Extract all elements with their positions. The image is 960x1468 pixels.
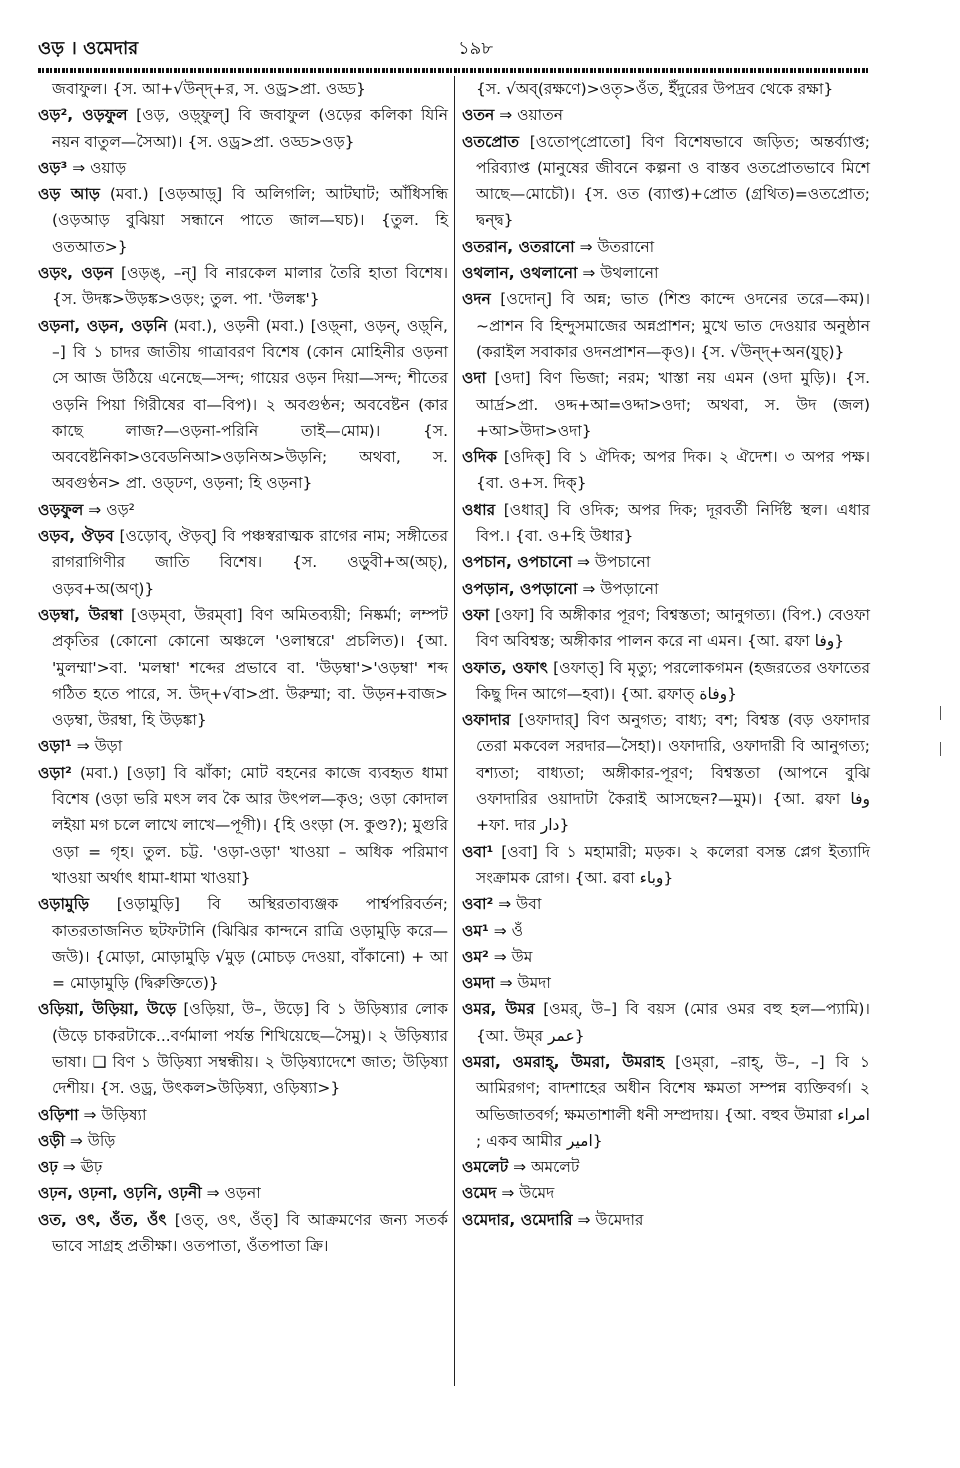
headword: ওড় আড় xyxy=(38,185,100,204)
dictionary-entry xyxy=(462,839,870,892)
dictionary-entry xyxy=(38,1180,448,1206)
dictionary-entry xyxy=(462,1180,870,1206)
dictionary-entry xyxy=(38,1128,448,1154)
headword: ওড়ী xyxy=(38,1131,65,1150)
headword: ওবা¹ xyxy=(462,842,494,861)
header-rule xyxy=(38,68,868,73)
definition: ⇒ উবা xyxy=(493,895,542,914)
headword: ওড়া² xyxy=(38,763,72,782)
definition: [ওদা] বিণ ভিজা; নরম; খাস্তা নয় এমন (ওদা মুড়ি)। {স. আর্দ্র>প্রা. ওদ্দ+আ=ওদ্দা>ওদা; অথবা, স. উদ (জল) +আ>উদা>ওদা} xyxy=(476,369,870,440)
headword: ওপড়ান, ওপড়ানো xyxy=(462,579,578,598)
dictionary-entry xyxy=(38,76,448,102)
definition: [ওড়, ওড়্‌ফুল্] বি জবাফুল (ওড়ের কলিকা যিনি নয়ন বাতুল—সৈআ)। {স. ওড্র>প্রা. ওড্ড>ওড়} xyxy=(52,106,448,151)
dictionary-entry xyxy=(462,549,870,575)
dictionary-entry xyxy=(38,1102,448,1128)
dictionary-entry xyxy=(462,1154,870,1180)
dictionary-entry xyxy=(38,996,448,1101)
dictionary-entry xyxy=(462,891,870,917)
definition: ⇒ ঊঢ় xyxy=(57,1158,103,1177)
definition: [ওমর্, উ–] বি বয়স (মোর ওমর বহু হল—প্যামি)। {আ. উম্‌র عمر} xyxy=(476,1000,870,1045)
definition: [ওফাত্] বি মৃত্যু; পরলোকগমন (হজরতের ওফাতের কিছু দিন আগে—হবা)। {আ. ৱফাত্ وفاة} xyxy=(476,658,870,703)
headword: ওম¹ xyxy=(462,921,489,940)
definition: [ওদিক্] বি ১ ঐদিক; অপর দিক। ২ ঐদেশ। ৩ অপর পক্ষ। {বা. ও+স. দিক্} xyxy=(476,448,870,493)
headword: ওম² xyxy=(462,947,489,966)
margin-mark xyxy=(940,742,941,756)
definition: ⇒ অমলেট xyxy=(508,1158,580,1177)
headword: ওথলান, ওথলানো xyxy=(462,264,578,283)
dictionary-entry xyxy=(38,1154,448,1180)
headword: ওদন xyxy=(462,290,491,309)
headword: ওতপ্রোত xyxy=(462,132,519,151)
page-header xyxy=(38,34,868,60)
dictionary-entry xyxy=(38,760,448,891)
definition: ⇒ ওয়াড় xyxy=(67,158,127,177)
definition: ⇒ ওড়² xyxy=(83,500,135,519)
dictionary-entry xyxy=(462,1049,870,1154)
headword: ওতরান, ওতরানো xyxy=(462,237,575,256)
definition: [ওড়িয়া, উ–, উড়ে] বি ১ উড়িষ্যার লোক (উড়ে চাকরটাকে...বর্ণমালা পর্যন্ত শিখিয়েছে—সৈমু)। ২ উড়িষ্যার ভাষা। ❑ বিণ ১ উড়িষ্যা সম্বন্ধীয়। ২ উড়িষ্যাদেশে জাত; উড়িষ্যা দেশীয়। {স. ওড্র, উৎকল>উড়িষ্যা, ওড়িষ্যা>} xyxy=(52,1000,448,1098)
dictionary-entry xyxy=(38,1207,448,1260)
right-column xyxy=(462,76,870,1233)
dictionary-entry xyxy=(462,234,870,260)
dictionary-entry xyxy=(38,260,448,313)
headword: ওমেদার, ওমেদারি xyxy=(462,1210,573,1229)
headword: ওড়িয়া, উড়িয়া, উড়ে xyxy=(38,1000,177,1019)
definition: ⇒ উথলানো xyxy=(577,264,659,283)
guide-words: ওড় । ওমেদার xyxy=(38,38,139,59)
headword: ওবা² xyxy=(462,895,494,914)
headword: ওমেদ xyxy=(462,1184,497,1203)
headword: ওড়না, ওড়ন, ওড়নি xyxy=(38,316,168,335)
headword: ওফা xyxy=(462,605,490,624)
definition: [ওড়ম্‌বা, উরম্‌বা] বিণ অমিতব্যয়ী; নিষ্কর্মা; লম্পট প্রকৃতির (কোনো কোনো অঞ্চলে 'ওলাম্বরে' প্রচলিত)। {আ. 'মুলম্মা'>বা. 'মলম্বা' শব্দের প্রভাবে বা. 'উড়ম্বা'>'ওড়ম্বা' শব্দ গঠিত হতে পারে, স. উদ্+√বা>প্রা. উরুম্মা; বা. উড়ন+বাজ> ওড়ম্বা, উরম্বা, হি উড়ঙ্কা} xyxy=(52,605,448,730)
headword: ওমর, উমর xyxy=(462,1000,535,1019)
headword: ওধার xyxy=(462,500,496,519)
headword: ওফাত, ওফাৎ xyxy=(462,658,548,677)
headword: ওড়ম্বা, উরম্বা xyxy=(38,605,123,624)
dictionary-entry xyxy=(38,102,448,155)
headword: ওদা xyxy=(462,369,487,388)
headword: ওড়², ওড়ফুল xyxy=(38,106,128,125)
headword: ওত, ওৎ, ওঁত, ওঁৎ xyxy=(38,1210,167,1229)
dictionary-entry xyxy=(462,655,870,708)
definition: ⇒ উমেদ xyxy=(496,1184,555,1203)
dictionary-entry xyxy=(462,129,870,234)
definition: [ওড়োব্, ঔড়ব্] বি পঞ্চস্বরাত্মক রাগের নাম; সঙ্গীতের রাগরাগিণীর জাতি বিশেষ। {স. ওড়ুবী+অ(অচ্), ওড়ব+অ(অণ্)} xyxy=(52,527,448,598)
dictionary-entry xyxy=(462,102,870,128)
headword: ওড়ব, ঔড়ব xyxy=(38,527,114,546)
definition: ⇒ উমদা xyxy=(494,974,551,993)
definition: [ওত্, ওৎ, ওঁত্] বি আক্রমণের জন্য সতর্ক ভাবে সাগ্রহ প্রতীক্ষা। ওতপাতা, ওঁতপাতা ক্রি। xyxy=(52,1210,448,1256)
dictionary-entry xyxy=(462,970,870,996)
left-column xyxy=(38,76,448,1259)
definition: জবাফুল। {স. আ+√উন্দ্+র, স. ওড্র>প্রা. ওড্ড} xyxy=(52,80,366,98)
dictionary-entry xyxy=(462,1207,870,1233)
definition: ⇒ উড়া xyxy=(71,737,123,756)
definition: [ওফাদার্] বিণ অনুগত; বাধ্য; বশ; বিশ্বস্ত (বড় ওফাদার তেরা মকবেল সরদার—সৈহা)। ওফাদারি, ওফাদারী বি আনুগত্য; বশ্যতা; বাধ্যতা; অঙ্গীকার-পূরণ; বিশ্বস্ততা (আপনে বুঝি ওফাদারির ওয়াদাটা কৈরাই আসছেন?—মুম)। {আ. ৱফা وفا +ফা. দার دار} xyxy=(476,711,870,835)
headword: ওমলেট xyxy=(462,1158,509,1177)
headword: ওদিক xyxy=(462,448,497,467)
definition: [ওড়ামুড়ি] বি অস্থিরতাব্যঞ্জক পার্শ্বপরিবর্তন; কাতরতাজনিত ছটফটানি (ঝিঝির কান্দনে রাত্রি ওড়ামুড়ি করে—জউ)। {মোড়া, মোড়ামুড়ি √মুড় (মোচড় দেওয়া, বাঁকানো) + আ = মোড়ামুড়ি (দ্বিরুক্তিতে)} xyxy=(52,895,448,993)
headword: ওড়ফুল xyxy=(38,500,84,519)
definition: [ওদোন্] বি অন্ন; ভাত (শিশু কান্দে ওদনের তরে—কম)। ~প্রাশন বি হিন্দুসমাজের অন্নপ্রাশন; মুখে ভাত দেওয়ার অনুষ্ঠান (করাইল সবাকার ওদনপ্রাশন—কৃও)। {স. √উন্দ্+অন(যুচ্)} xyxy=(476,290,870,361)
dictionary-entry xyxy=(462,918,870,944)
definition: [ওতোপ্‌প্রোতো] বিণ বিশেষভাবে জড়িত; অন্তর্ব্যাপ্ত; পরিব্যাপ্ত (মানুষের জীবনে কল্পনা ও বাস্তব ওতপ্রোতভাবে মিশে আছে—মোচৌ)। {স. ওত (ব্যাপ্ত)+প্রোত (গ্রথিত)=ওতপ্রোত; দ্বন্দ্ব} xyxy=(476,132,870,230)
dictionary-entry xyxy=(462,365,870,444)
definition: ⇒ উড়িষ্যা xyxy=(78,1105,147,1124)
headword: ওমদা xyxy=(462,974,495,993)
headword: ওপচান, ওপচানো xyxy=(462,553,573,572)
definition: [ওড়ঙ্, –ন্] বি নারকেল মালার তৈরি হাতা বিশেষ। {স. উদঙ্ক>উড়ঙ্ক>ওড়ং; তুল. পা. 'উলঙ্ক'} xyxy=(52,264,448,309)
headword: ওড়ং, ওড়ন xyxy=(38,264,114,283)
definition: ⇒ উড়ি xyxy=(64,1131,116,1150)
headword: ওমরা, ওমরাহ্, উমরা, উমরাহ xyxy=(462,1052,665,1071)
definition: ⇒ ওয়াতন xyxy=(494,106,564,125)
headword: ওড়³ xyxy=(38,158,68,177)
margin-mark xyxy=(940,706,941,720)
definition: (মবা.) [ওড়আড়্] বি অলিগলি; আটঘাট; আঁধিসন্ধি (ওড়আড় বুঝিয়া সন্ধানে পাতে জাল—ঘচ)। {তুল. হি ওতআত>} xyxy=(52,185,448,256)
column-divider xyxy=(454,76,455,1386)
definition: {স. √অব্(রক্ষণে)>ওতৃ>ওঁত, ইঁদুরের উপদ্রব থেকে রক্ষা} xyxy=(476,80,834,98)
definition: ⇒ ওড়না xyxy=(201,1184,261,1203)
dictionary-entry xyxy=(38,523,448,602)
dictionary-entry xyxy=(462,260,870,286)
definition: ⇒ উমেদার xyxy=(572,1210,644,1229)
dictionary-entry xyxy=(462,576,870,602)
headword: ওফাদার xyxy=(462,711,511,730)
definition: ⇒ উপচানো xyxy=(572,553,651,572)
dictionary-entry xyxy=(38,497,448,523)
definition: ⇒ উপড়ানো xyxy=(577,579,659,598)
definition: (মবা.) [ওড়া] বি ঝাঁকা; মোট বহনের কাজে ব্যবহৃত ধামা বিশেষ (ওড়া ভরি মৎস লব কৈ আর উৎপল—কৃও; ওড়া কোদাল লইয়া মগ চলে লাখে লাখে—পূগী)। {হি ওংড়া (স. কুণ্ড?); মুগুরি ওড়া = গৃহ। তুল. চট্ট. 'ওড়া-ওড়া' খাওয়া – অধিক পরিমাণ খাওয়া অর্থাৎ ধামা-ধামা খাওয়া} xyxy=(52,763,448,887)
dictionary-entry xyxy=(462,944,870,970)
definition: ⇒ উম xyxy=(488,947,533,966)
dictionary-entry xyxy=(38,181,448,260)
dictionary-entry xyxy=(38,733,448,759)
definition: [ওবা] বি ১ মহামারী; মড়ক। ২ কলেরা বসন্ত প্লেগ ইত্যাদি সংক্রামক রোগ। {আ. ৱবা وباء} xyxy=(476,842,870,887)
page-number: ১৯৮ xyxy=(458,38,494,59)
dictionary-entry xyxy=(462,497,870,550)
headword: ওতন xyxy=(462,106,495,125)
definition: [ওধার্] বি ওদিক; অপর দিক; দূরবর্তী নির্দিষ্ট স্থল। এধার বিপ.। {বা. ও+হি উধার} xyxy=(476,500,870,546)
headword: ওড়িশা xyxy=(38,1105,79,1124)
dictionary-entry xyxy=(38,313,448,497)
dictionary-entry xyxy=(38,155,448,181)
dictionary-entry xyxy=(462,286,870,365)
headword: ওড়ামুড়ি xyxy=(38,895,90,914)
headword: ওঢ়ন, ওঢ়না, ওঢ়নি, ওঢ়নী xyxy=(38,1184,202,1203)
dictionary-entry xyxy=(462,996,870,1049)
definition: [ওফা] বি অঙ্গীকার পূরণ; বিশ্বস্ততা; আনুগত্য। (বিপ.) বেওফা বিণ অবিশ্বস্ত; অঙ্গীকার পালন করে না এমন। {আ. ৱফা وفا} xyxy=(476,605,870,651)
definition: ⇒ ওঁ xyxy=(488,921,524,940)
definition: ⇒ উতরানো xyxy=(574,237,655,256)
headword: ওড়া¹ xyxy=(38,737,72,756)
definition: (মবা.), ওড়নী (মবা.) [ওড়্‌না, ওড়ন্, ওড়্‌নি, –] বি ১ চাদর জাতীয় গাত্রাবরণ বিশেষ (কোন মোহিনীর ওড়না সে আজ উঠিয়ে এনেছে—সন্দ; গায়ের ওড়ন দিয়া—সন্দ; শীতের ওড়নি পিয়া গিরীষের বা—বিপ)। ২ অবগুণ্ঠন; অববেষ্টন (কার কাছে লাজ?—ওড়না-পরিনি তাই—মোম)। {স. অববেষ্টনিকা>ওবেডনিআ>ওড়নিঅ>উড়নি; অথবা, স. অবগুণ্ঠন> প্রা. ওড্‌ঢণ, ওড়না; হি ওড়না} xyxy=(52,316,448,493)
dictionary-entry xyxy=(462,444,870,497)
dictionary-entry xyxy=(462,602,870,655)
dictionary-entry xyxy=(38,891,448,996)
dictionary-entry xyxy=(38,602,448,733)
dictionary-entry xyxy=(462,76,870,102)
dictionary-entry xyxy=(462,707,870,838)
definition: [ওম্‌রা, –রাহ্, উ–, –] বি ১ আমিরগণ; বাদশাহের অধীন বিশেষ ক্ষমতা সম্পন্ন ব্যক্তিবর্গ। ২ অভিজাতবর্গ; ক্ষমতাশালী ধনী সম্প্রদায়। {আ. বহুব উমারা امراء ; একব আমীর امير} xyxy=(476,1052,870,1150)
headword: ওঢ় xyxy=(38,1158,58,1177)
